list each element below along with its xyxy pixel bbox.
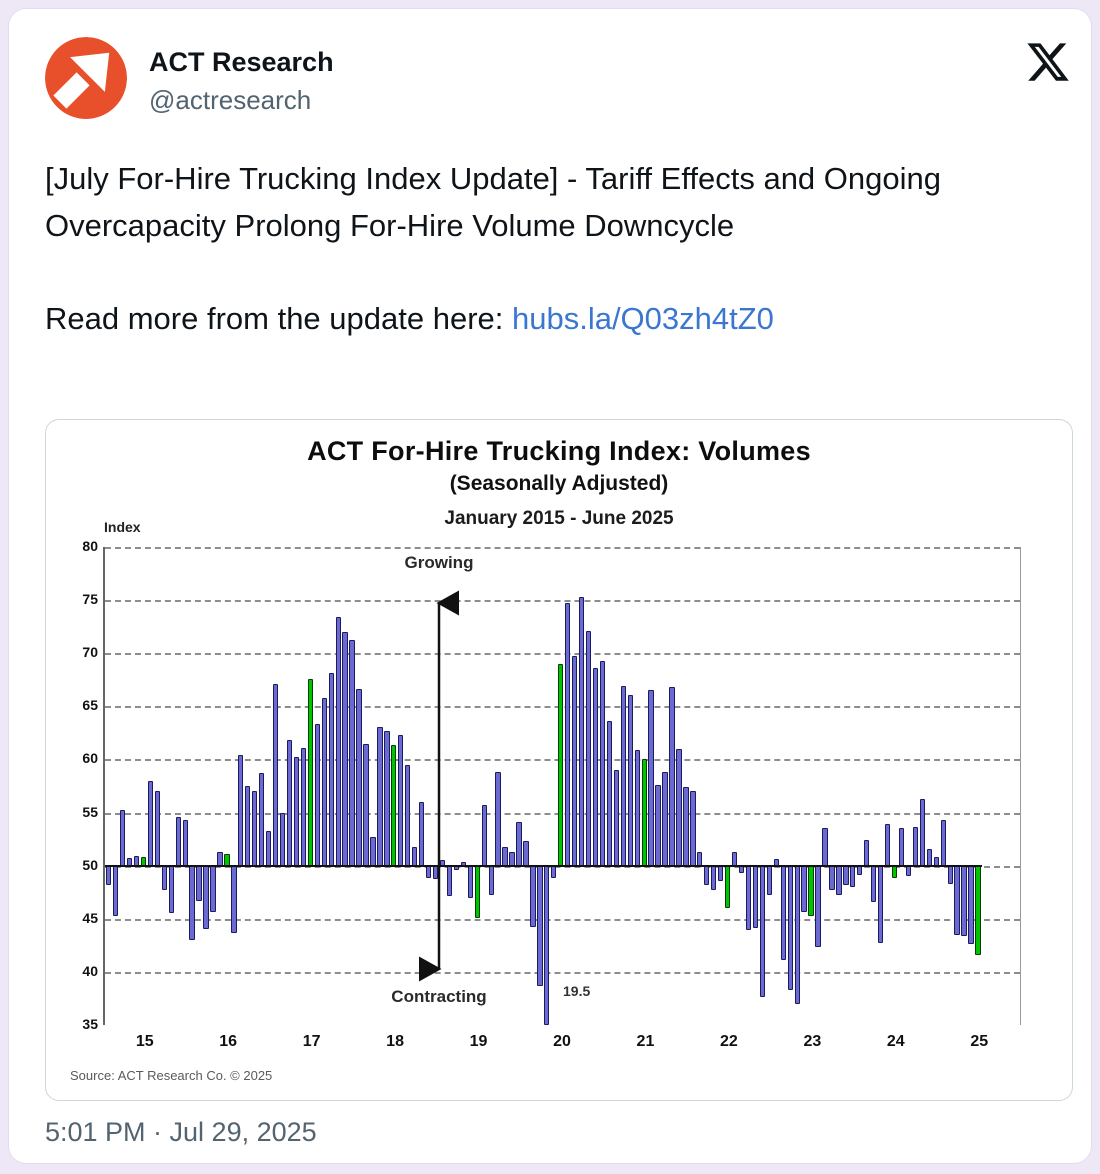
volume-bar	[468, 866, 473, 898]
volume-bar	[336, 617, 341, 866]
volume-bar	[927, 849, 932, 866]
volume-bar	[593, 668, 598, 866]
volume-bar	[968, 866, 973, 945]
volume-bar	[447, 866, 452, 897]
volume-bar	[370, 837, 375, 866]
volume-bar	[189, 866, 194, 940]
chart-media[interactable]	[45, 419, 1073, 1101]
volume-bar	[600, 661, 605, 866]
volume-bar	[795, 866, 800, 1004]
y-tick-label-65: 65	[82, 697, 98, 714]
volume-bar	[489, 866, 494, 896]
volume-bar	[572, 656, 577, 865]
volume-bar-june	[725, 866, 730, 908]
volume-bar	[815, 866, 820, 948]
volume-bar	[377, 727, 382, 866]
year-label-20: 20	[553, 1033, 571, 1050]
y-tick-label-40: 40	[82, 962, 98, 979]
volume-bar	[906, 866, 911, 877]
volume-bar	[301, 748, 306, 866]
y-tick-label-60: 60	[82, 750, 98, 767]
annotation-growing: Growing	[404, 553, 474, 572]
volume-bar	[342, 632, 347, 866]
y-tick-label-75: 75	[82, 591, 98, 608]
volume-bar	[871, 866, 876, 902]
tweet-read-more-line	[45, 295, 1055, 342]
volume-bar-june	[892, 866, 897, 879]
volume-bar	[551, 866, 556, 879]
y-tick-label-45: 45	[82, 909, 98, 926]
year-label-23: 23	[803, 1033, 822, 1050]
volume-bar	[259, 773, 264, 865]
volume-bar	[843, 866, 848, 885]
volume-bar	[885, 824, 890, 865]
annotation-min-value: 19.5	[563, 983, 591, 999]
volume-bar	[113, 866, 118, 916]
volume-bar	[822, 828, 827, 865]
volume-bar	[857, 866, 862, 876]
volume-bar	[238, 755, 243, 865]
volume-bar	[322, 698, 327, 866]
volume-bar	[169, 866, 174, 914]
volume-bar	[662, 772, 667, 865]
volume-bar	[711, 866, 716, 890]
year-label-16: 16	[219, 1033, 238, 1050]
volume-bar	[676, 749, 681, 866]
volume-bar	[183, 820, 188, 866]
display-name[interactable]: ACT Research	[149, 47, 334, 77]
volume-bar	[106, 866, 111, 885]
volume-bar	[801, 866, 806, 913]
volume-bar	[148, 781, 153, 866]
volume-bar	[516, 822, 521, 866]
year-label-22: 22	[720, 1033, 738, 1050]
baseline-50	[105, 865, 982, 867]
x-logo-icon[interactable]	[1025, 39, 1071, 85]
volume-bar	[920, 799, 925, 866]
y-axis-label: Index	[104, 519, 141, 535]
year-label-25: 25	[970, 1033, 989, 1050]
tweet-body: [July For-Hire Trucking Index Update] - Tariff Effects and Ongoing Overcapacity Prolong For-Hire Volume Downcycle	[45, 161, 941, 243]
tweet-link[interactable]: hubs.la/Q03zh4tZ0	[511, 301, 774, 336]
volume-bar	[266, 831, 271, 866]
volume-bar	[384, 731, 389, 866]
volume-bar-june	[808, 866, 813, 916]
y-tick-label-70: 70	[82, 644, 98, 661]
volume-bar	[349, 640, 354, 865]
volume-bar	[210, 866, 215, 913]
volume-bar	[579, 597, 584, 866]
volume-bar	[502, 847, 507, 866]
volume-bar	[669, 687, 674, 865]
y-tick-label-50: 50	[82, 856, 98, 873]
volume-bar	[419, 802, 424, 866]
volume-bar	[398, 735, 403, 866]
volume-bar	[683, 787, 688, 866]
chart-title: ACT For-Hire Trucking Index: Volumes	[307, 436, 811, 466]
volume-bar	[913, 827, 918, 865]
volume-bar	[523, 841, 528, 865]
gridline-70	[105, 653, 1020, 655]
volume-bar	[850, 866, 855, 887]
volume-bar	[120, 810, 125, 865]
volume-bar	[690, 791, 695, 865]
volume-bar-june	[642, 759, 647, 865]
volume-bar-june	[308, 679, 313, 866]
gridline-80	[105, 547, 1020, 549]
volume-bar	[509, 852, 514, 866]
volume-bar	[155, 791, 160, 865]
volume-bar	[405, 765, 410, 866]
gridline-40	[105, 972, 1020, 974]
volume-bar	[767, 866, 772, 896]
volume-bar	[544, 866, 549, 1025]
volume-bar	[176, 817, 181, 866]
volume-bar	[426, 866, 431, 879]
y-tick-label-35: 35	[82, 1016, 98, 1032]
volume-bar-june	[391, 745, 396, 866]
tweet-text	[45, 155, 1055, 342]
volume-bar	[315, 724, 320, 865]
volume-bar	[836, 866, 841, 896]
act-research-logo-icon	[45, 37, 127, 119]
volume-bar	[586, 631, 591, 866]
volume-bar	[280, 813, 285, 866]
volume-bar	[746, 866, 751, 931]
year-label-17: 17	[302, 1033, 321, 1050]
volume-bar	[614, 770, 619, 866]
volume-bar	[621, 686, 626, 866]
volume-bar	[565, 603, 570, 865]
volume-bar	[329, 673, 334, 865]
chart-date-range: January 2015 - June 2025	[444, 508, 674, 529]
volume-bar-june	[558, 664, 563, 866]
plot-area	[103, 547, 1021, 1025]
volume-bar	[954, 866, 959, 935]
gridline-75	[105, 600, 1020, 602]
volume-bar	[412, 847, 417, 866]
volume-bar	[961, 866, 966, 936]
volume-bar	[231, 866, 236, 933]
volume-bar	[628, 695, 633, 866]
volume-bar	[697, 852, 702, 866]
volume-bar	[273, 684, 278, 866]
volume-bar	[829, 866, 834, 890]
volume-bar	[732, 852, 737, 866]
volume-bar	[948, 866, 953, 884]
volume-bar	[864, 840, 869, 865]
volume-bar	[878, 866, 883, 944]
volume-bar	[753, 866, 758, 929]
volume-bar	[760, 866, 765, 998]
chart-subtitle: (Seasonally Adjusted)	[449, 472, 669, 495]
volume-bar	[287, 740, 292, 865]
read-more-prefix: Read more from the update here:	[45, 301, 512, 336]
volume-bar	[245, 786, 250, 866]
volume-bar	[356, 689, 361, 865]
volume-bar	[482, 805, 487, 866]
volume-bar	[781, 866, 786, 961]
volume-bar	[294, 757, 299, 865]
user-handle[interactable]: @actresearch	[149, 85, 312, 115]
y-tick-label-80: 80	[82, 538, 98, 554]
volume-bar	[718, 866, 723, 881]
volume-bar	[648, 690, 653, 865]
volume-bar	[788, 866, 793, 990]
volume-bar	[252, 791, 257, 865]
volume-bar	[162, 866, 167, 890]
volume-bar	[530, 866, 535, 928]
year-label-24: 24	[886, 1033, 905, 1050]
volume-bar	[704, 866, 709, 885]
y-tick-label-55: 55	[82, 803, 98, 820]
annotation-contracting: Contracting	[391, 987, 487, 1006]
year-label-21: 21	[636, 1033, 655, 1050]
volume-bar	[196, 866, 201, 901]
volume-bar-june	[975, 866, 980, 955]
year-label-15: 15	[135, 1033, 154, 1050]
avatar[interactable]	[45, 37, 127, 119]
volume-bar	[495, 772, 500, 865]
volume-bar	[433, 866, 438, 880]
volume-bar	[607, 721, 612, 865]
year-label-19: 19	[469, 1033, 488, 1050]
volume-bar	[739, 866, 744, 873]
volume-bar	[899, 828, 904, 865]
year-label-18: 18	[386, 1033, 404, 1050]
tweet-card	[8, 8, 1092, 1164]
volume-bar	[655, 785, 660, 866]
volume-bar	[203, 866, 208, 930]
chart-source: Source: ACT Research Co. © 2025	[70, 1068, 273, 1083]
volume-bar	[217, 852, 222, 866]
volume-bar-june	[475, 866, 480, 918]
tweet-timestamp[interactable]: 5:01 PM · Jul 29, 2025	[45, 1117, 317, 1147]
volume-bar	[537, 866, 542, 986]
volume-bar	[635, 750, 640, 866]
volume-bar	[363, 744, 368, 866]
volume-bar	[941, 820, 946, 866]
